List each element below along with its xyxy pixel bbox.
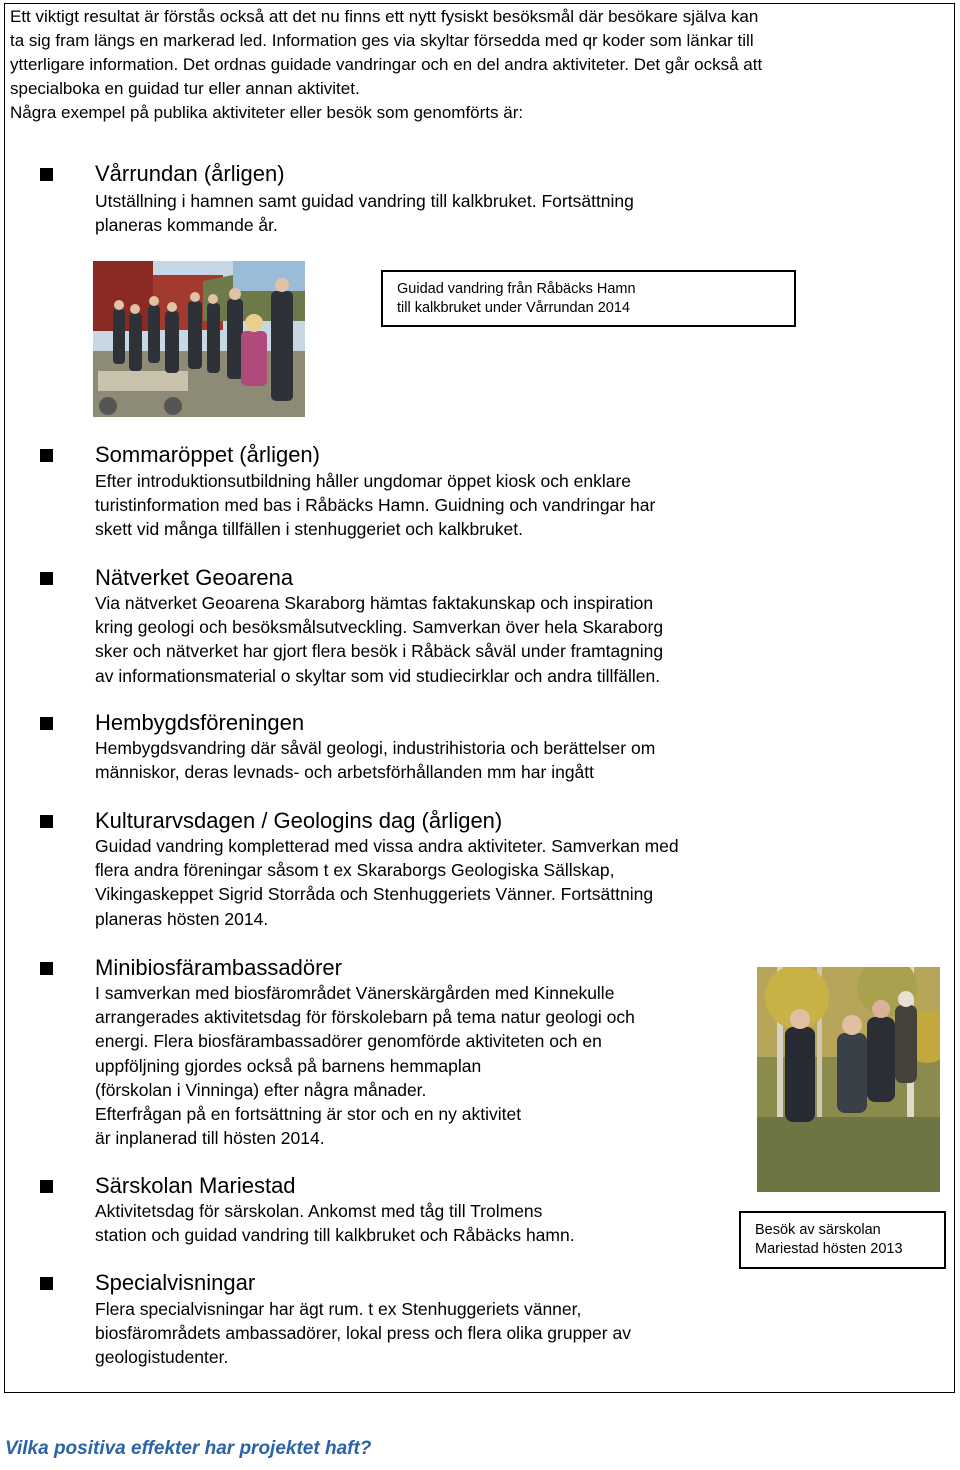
caption-line: Mariestad hösten 2013 — [755, 1241, 903, 1257]
intro-line: ytterligare information. Det ordnas guidade vandringar och en del andra aktiviteter. Det går också att — [10, 55, 763, 74]
item-line: station och guidad vandring till kalkbruket och Råbäcks hamn. — [95, 1225, 575, 1246]
bullet-square-icon — [40, 962, 53, 975]
item-line: Aktivitetsdag för särskolan. Ankomst med tåg till Trolmens — [95, 1201, 543, 1221]
item-title: Specialvisningar — [95, 1270, 256, 1295]
item-line: sker och nätverket har gjort flera besök i Råbäck såväl under framtagning — [95, 641, 664, 662]
item-body — [95, 981, 635, 1150]
bullet-square-icon — [40, 572, 53, 585]
item-line: turistinformation med bas i Råbäcks Hamn. Guidning och vandringar har — [95, 495, 656, 516]
item-line: Efterfrågan på en fortsättning är stor och en ny aktivitet — [95, 1104, 522, 1125]
item-title: Minibiosfärambassadörer — [95, 955, 342, 980]
caption-line: till kalkbruket under Vårrundan 2014 — [397, 300, 630, 316]
item-body — [95, 834, 679, 931]
bullet-square-icon — [40, 717, 53, 730]
intro-line: specialboka en guidad tur eller annan aktivitet. — [10, 79, 360, 98]
photo-guided-walk — [93, 261, 305, 417]
item-body — [95, 1297, 631, 1370]
item-line: Efter introduktionsutbildning håller ungdomar öppet kiosk och enklare — [95, 471, 632, 491]
photo-guided-walk-image — [93, 261, 305, 417]
item-line: är inplanerad till hösten 2014. — [95, 1128, 325, 1149]
item-title: Särskolan Mariestad — [95, 1173, 296, 1198]
item-body — [95, 591, 663, 688]
item-line: arrangerades aktivitetsdag för förskolebarn på tema natur geologi och — [95, 1007, 635, 1028]
bullet-square-icon — [40, 1180, 53, 1193]
caption-line: Besök av särskolan — [755, 1222, 881, 1238]
item-line: energi. Flera biosfärambassadörer genomförde aktiviteten och en — [95, 1031, 602, 1052]
item-title: Sommaröppet (årligen) — [95, 442, 320, 467]
bullet-square-icon — [40, 1277, 53, 1290]
item-line: Utställning i hamnen samt guidad vandring till kalkbruket. Fortsättning — [95, 191, 634, 211]
item-line: biosfärområdets ambassadörer, lokal press och flera olika grupper av — [95, 1323, 631, 1344]
item-line: av informationsmaterial o skyltar som vid studiecirklar och andra tillfällen. — [95, 665, 661, 686]
item-line: planeras kommande år. — [95, 215, 278, 236]
item-line: (förskolan i Vinninga) efter några månader. — [95, 1079, 427, 1100]
item-line: geologistudenter. — [95, 1347, 229, 1368]
intro-paragraph — [10, 5, 945, 125]
section-heading: Vilka positiva effekter har projektet haft? — [5, 1438, 372, 1459]
photo-forest-walk — [757, 967, 940, 1192]
caption-sarskolan — [739, 1211, 946, 1269]
item-line: kring geologi och besöksmålsutveckling. Samverkan över hela Skaraborg — [95, 617, 664, 638]
intro-line: ta sig fram längs en markerad led. Information ges via skyltar försedda med qr koder som länkar till — [10, 31, 754, 50]
bullet-square-icon — [40, 815, 53, 828]
item-body — [95, 1199, 575, 1247]
item-line: flera andra föreningar såsom t ex Skaraborgs Geologiska Sällskap, — [95, 860, 615, 881]
item-title: Kulturarvsdagen / Geologins dag (årligen) — [95, 808, 503, 833]
item-line: skett vid många tillfällen i stenhuggeriet och kalkbruket. — [95, 519, 524, 540]
item-body — [95, 189, 634, 237]
item-line: Flera specialvisningar har ägt rum. t ex Stenhuggeriets vänner, — [95, 1299, 582, 1319]
item-line: Hembygdsvandring där såväl geologi, industrihistoria och berättelser om — [95, 738, 656, 758]
item-line: Via nätverket Geoarena Skaraborg hämtas faktakunskap och inspiration — [95, 593, 654, 613]
item-title: Hembygdsföreningen — [95, 710, 305, 735]
bullet-square-icon — [40, 168, 53, 181]
photo-forest-walk-image — [757, 967, 940, 1192]
item-line: I samverkan med biosfärområdet Vänerskärgården med Kinnekulle — [95, 983, 615, 1003]
bullet-square-icon — [40, 449, 53, 462]
item-line: Guidad vandring kompletterad med vissa andra aktiviteter. Samverkan med — [95, 836, 679, 856]
item-title: Nätverket Geoarena — [95, 565, 294, 590]
caption-guided-walk — [381, 270, 796, 327]
item-line: Vikingaskeppet Sigrid Storråda och Stenhuggeriets Vänner. Fortsättning — [95, 884, 654, 905]
caption-line: Guidad vandring från Råbäcks Hamn — [397, 281, 636, 297]
item-line: planeras hösten 2014. — [95, 908, 269, 929]
item-line: uppföljning gjordes också på barnens hemmaplan — [95, 1055, 482, 1076]
intro-line: Ett viktigt resultat är förstås också att det nu finns ett nytt fysiskt besöksmål där besökare själva kan — [10, 7, 759, 26]
item-body — [95, 469, 655, 542]
item-line: människor, deras levnads- och arbetsförhållanden mm har ingått — [95, 762, 595, 783]
item-title: Vårrundan (årligen) — [95, 161, 285, 186]
intro-line: Några exempel på publika aktiviteter eller besök som genomförts är: — [10, 103, 524, 122]
item-body — [95, 736, 655, 784]
